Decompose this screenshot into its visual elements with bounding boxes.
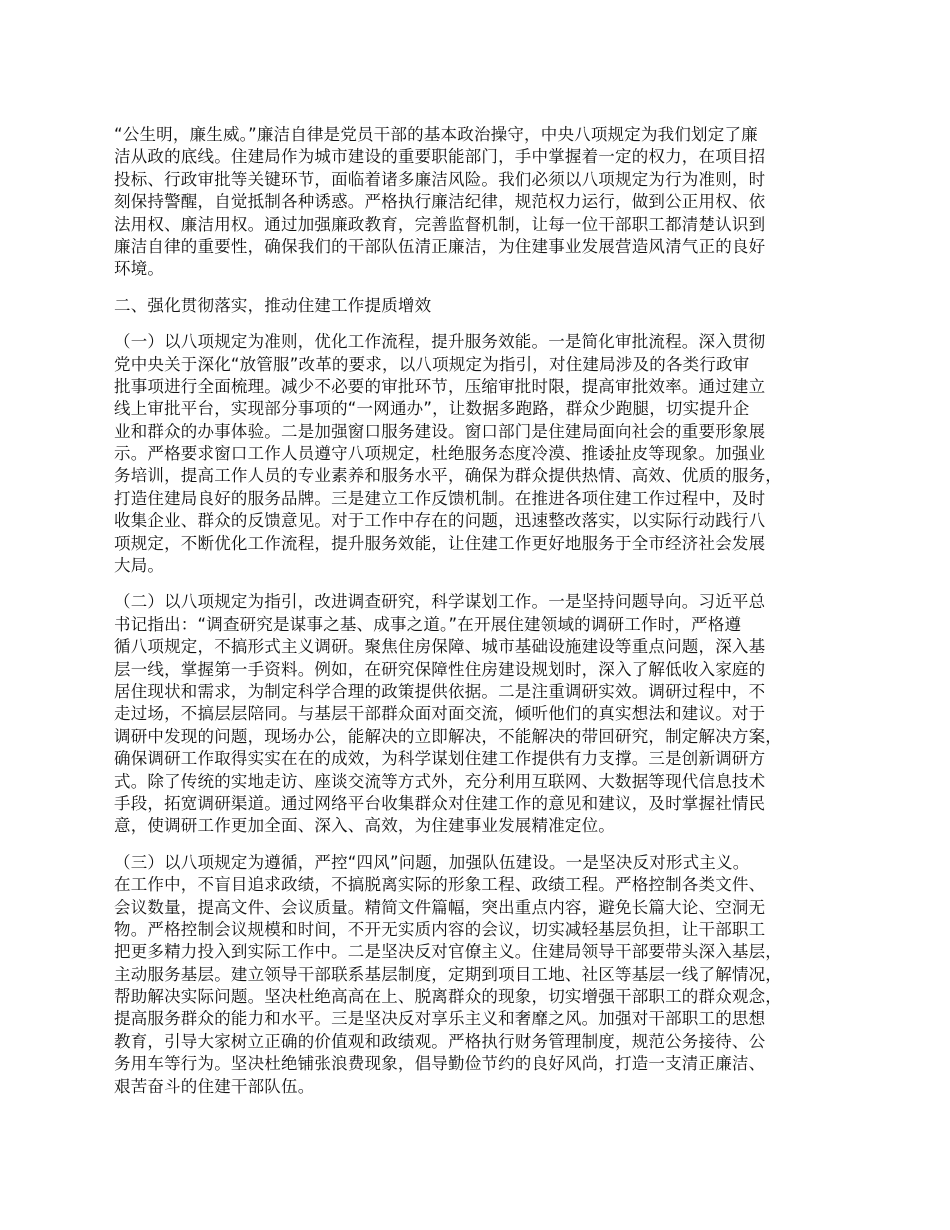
text-line: 物。严格控制会议规模和时间，不开无实质内容的会议，切实减轻基层负担，让干部职工 bbox=[114, 919, 766, 939]
text-line: 居住现状和需求，为制定科学合理的政策提供依据。二是注重调研实效。调研过程中，不 bbox=[114, 682, 766, 701]
text-line: 打造住建局良好的服务品牌。三是建立工作反馈机制。在推进各项住建工作过程中，及时 bbox=[114, 488, 766, 508]
text-line: 手段，拓宽调研渠道。通过网络平台收集群众对住建工作的意见和建议，及时掌握社情民 bbox=[114, 793, 766, 813]
text-line: （一）以八项规定为准则，优化工作流程，提升服务效能。一是简化审批流程。深入贯彻 bbox=[114, 332, 766, 352]
text-line: 主动服务基层。建立领导干部联系基层制度，定期到项目工地、社区等基层一线了解情况， bbox=[114, 964, 782, 984]
text-line: 式。除了传统的实地走访、座谈交流等方式外，充分利用互联网、大数据等现代信息技术 bbox=[114, 771, 766, 791]
text-line: 帮助解决实际问题。坚决杜绝高高在上、脱离群众的现象，切实增强干部职工的群众观念， bbox=[114, 987, 782, 1007]
text-line: 层一线，掌握第一手资料。例如，在研究保障性住房建设规划时，深入了解低收入家庭的 bbox=[114, 659, 766, 679]
text-line: 党中央关于深化“放管服”改革的要求，以八项规定为指引，对住建局涉及的各类行政审 bbox=[114, 354, 750, 374]
text-line: 教育，引导大家树立正确的价值观和政绩观。严格执行财务管理制度，规范公务接待、公 bbox=[114, 1031, 766, 1051]
text-line: 批事项进行全面梳理。减少不必要的审批环节，压缩审批时限，提高审批效率。通过建立 bbox=[114, 376, 766, 396]
text-line: 务用车等行为。坚决杜绝铺张浪费现象，倡导勤俭节约的良好风尚，打造一支清正廉洁、 bbox=[114, 1054, 766, 1074]
section-paragraph-3 bbox=[114, 852, 856, 1098]
text-line: 投标、行政审批等关键环节，面临着诸多廉洁风险。我们必须以八项规定为行为准则，时 bbox=[114, 169, 766, 189]
text-line: 在工作中，不盲目追求政绩，不搞脱离实际的形象工程、政绩工程。严格控制各类文件、 bbox=[114, 875, 766, 895]
text-line: 务培训，提高工作人员的专业素养和服务水平，确保为群众提供热情、高效、优质的服务， bbox=[114, 466, 782, 486]
intro-paragraph bbox=[114, 124, 856, 281]
section-paragraph-1 bbox=[114, 331, 856, 577]
text-line: 提高服务群众的能力和水平。三是坚决反对享乐主义和奢靡之风。加强对干部职工的思想 bbox=[114, 1009, 766, 1029]
text-line: 洁从政的底线。住建局作为城市建设的重要职能部门，手中掌握着一定的权力，在项目招 bbox=[114, 147, 766, 167]
text-line: 业和群众的办事体验。二是加强窗口服务建设。窗口部门是住建局面向社会的重要形象展 bbox=[114, 421, 766, 441]
text-line: “公生明，廉生威。”廉洁自律是党员干部的基本政治操守，中央八项规定为我们划定了廉 bbox=[114, 125, 758, 144]
section-paragraph-2 bbox=[114, 591, 856, 837]
text-line: 收集企业、群众的反馈意见。对于工作中存在的问题，迅速整改落实，以实际行动践行八 bbox=[114, 511, 766, 531]
text-line: 示。严格要求窗口工作人员遵守八项规定，杜绝服务态度冷漠、推诿扯皮等现象。加强业 bbox=[114, 444, 766, 464]
text-line: 调研中发现的问题，现场办公，能解决的立即解决，不能解决的带回研究，制定解决方案， bbox=[114, 726, 782, 746]
text-line: 走过场，不搞层层陪同。与基层干部群众面对面交流，倾听他们的真实想法和建议。对于 bbox=[114, 704, 766, 724]
text-line: （三）以八项规定为遵循，严控“四风”问题，加强队伍建设。一是坚决反对形式主义。 bbox=[114, 852, 750, 872]
text-line: 艰苦奋斗的住建干部队伍。 bbox=[114, 1076, 315, 1096]
text-line: 项规定，不断优化工作流程，提升服务效能，让住建工作更好地服务于全市经济社会发展 bbox=[114, 533, 766, 553]
text-line: 把更多精力投入到实际工作中。二是坚决反对官僚主义。住建局领导干部要带头深入基层， bbox=[114, 942, 782, 962]
text-line: 意，使调研工作更加全面、深入、高效，为住建事业发展精准定位。 bbox=[114, 816, 615, 836]
section-heading: 二、强化贯彻落实，推动住建工作提质增效 bbox=[114, 295, 432, 315]
text-line: 会议数量，提高文件、会议质量。精简文件篇幅，突出重点内容，避免长篇大论、空洞无 bbox=[114, 897, 766, 917]
text-line: 确保调研工作取得实实在在的成效，为科学谋划住建工作提供有力支撑。三是创新调研方 bbox=[114, 749, 766, 769]
text-line: 廉洁自律的重要性，确保我们的干部队伍清正廉洁，为住建事业发展营造风清气正的良好 bbox=[114, 236, 766, 256]
text-line: 大局。 bbox=[114, 556, 165, 576]
text-line: 线上审批平台，实现部分事项的“一网通办”，让数据多跑路，群众少跑腿，切实提升企 bbox=[114, 399, 750, 419]
text-line: 循八项规定，不搞形式主义调研。聚焦住房保障、城市基础设施建设等重点问题，深入基 bbox=[114, 637, 766, 657]
text-line: 书记指出：“调查研究是谋事之基、成事之道。”在开展住建领域的调研工作时，严格遵 bbox=[114, 614, 742, 634]
text-line: 刻保持警醒，自觉抵制各种诱惑。严格执行廉洁纪律，规范权力运行，做到公正用权、依 bbox=[114, 192, 766, 212]
document-page bbox=[114, 124, 856, 1112]
text-line: （二）以八项规定为指引，改进调查研究，科学谋划工作。一是坚持问题导向。习近平总 bbox=[114, 592, 766, 612]
text-line: 环境。 bbox=[114, 259, 165, 279]
text-line: 法用权、廉洁用权。通过加强廉政教育，完善监督机制，让每一位干部职工都清楚认识到 bbox=[114, 214, 766, 234]
